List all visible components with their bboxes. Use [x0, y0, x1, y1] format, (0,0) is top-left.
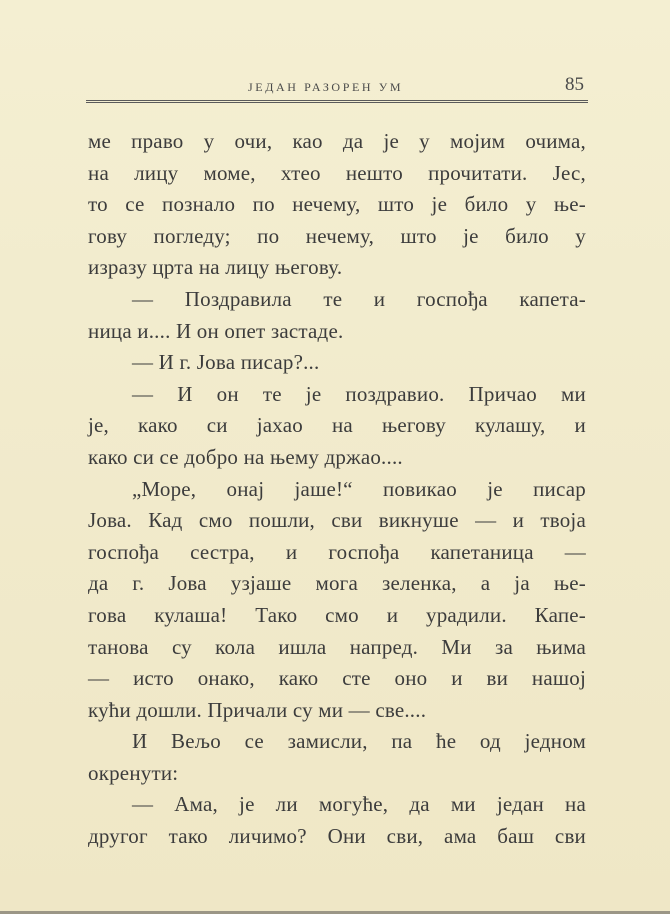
text-line: — Поздравила те и госпођа капета- [132, 286, 586, 311]
text-line: танова су кола ишла напред. Ми за њима [88, 634, 586, 659]
text-line: кући дошли. Причали су ми — све.... [88, 697, 427, 722]
text-line: на лицу моме, хтео нешто прочитати. Јес, [88, 160, 586, 185]
text-line: гову погледу; по нечему, што је било у [88, 223, 586, 248]
text-line: И Вељо се замисли, па ће од једном [132, 729, 586, 754]
text-line: — исто онако, како сте оно и ви нашој [88, 666, 586, 691]
text-line: — Ама, је ли могуће, да ми један на [132, 792, 586, 817]
text-line: окренути: [88, 760, 179, 785]
text-line: гова кулаша! Тако смо и урадили. Капе- [88, 602, 586, 627]
text-line: да г. Јова узјаше мога зеленка, а ја ње- [88, 571, 586, 596]
text-line: је, како си јахао на његову кулашу, и [88, 413, 586, 438]
body-text [88, 126, 586, 853]
text-line: изразу црта на лицу његову. [88, 255, 343, 280]
text-line: ме право у очи, као да је у мојим очима, [88, 129, 586, 153]
text-line: Јова. Кад смо пошли, сви викнуше — и твоја [88, 508, 586, 533]
header-rule [86, 100, 588, 103]
text-line: то се познало по нечему, што је било у ње- [88, 192, 586, 217]
text-line: како си се добро на њему држао.... [88, 444, 403, 469]
text-line: — И он те је поздравио. Причао ми [132, 381, 586, 406]
text-line: ница и.... И он опет застаде. [88, 318, 344, 343]
text-line: — И г. Јова писар?... [132, 350, 320, 375]
text-line: другог тако личимо? Они сви, ама баш сви [88, 824, 586, 849]
running-head [88, 74, 586, 100]
text-line: „Море, онај јаше!“ повикао је писар [132, 476, 586, 501]
text-line: госпођа сестра, и госпођа капетаница — [88, 539, 586, 564]
page-number: 85 [565, 74, 584, 95]
running-title: ЈЕДАН РАЗОРЕН УМ [248, 80, 404, 94]
